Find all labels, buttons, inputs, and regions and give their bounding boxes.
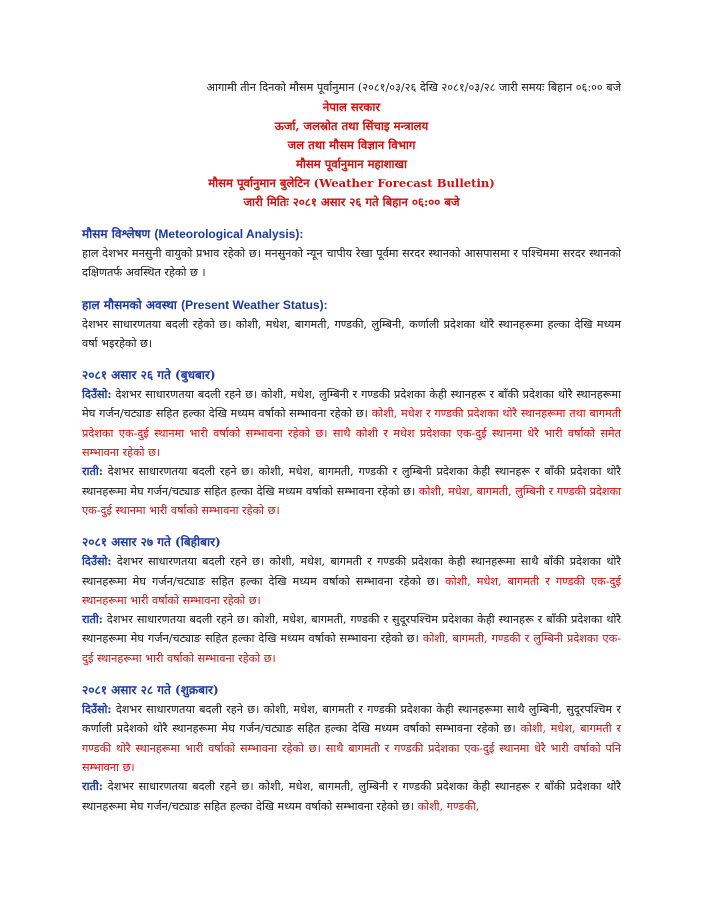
daytime-label: दिउँसो: [82,554,112,569]
header-ministry: ऊर्जा, जलस्रोत तथा सिंचाइ मन्त्रालय [274,119,429,133]
forecast-period-line: आगामी तीन दिनको मौसम पूर्वानुमान (२०८१/०३/२६ देखि २०८१/०३/२८ जारी समयः बिहान ०६:०० बजे [206,81,621,94]
header-bulletin-title: मौसम पूर्वानुमान बुलेटिन (Weather Forecast Bulletin) [208,176,495,190]
day-2-night [82,610,621,668]
night-text: देशभर साधारणतया बदली रहने छ। कोशी, मधेश, बागमती, गण्डकी र सुदूरपश्चिम प्रदेशका केही स्थानहरू र बाँकी प्रदेशका थोरै स्थानहरूमा मेघ गर्जन/चट्याङ सहित हल्का देखि मध्यम वर्षाको सम्भावना रहेको छ। [82,613,621,646]
daytime-warning: कोशी, मधेश, बागमती र गण्डकी थोरै स्थानहरूमा भारी वर्षाको सम्भावना रहेको छ। साथै बागमती र गण्डकी प्रदेशका एक-दुई स्थानमा धेरै भारी वर्षाको पनि सम्भावना छ। [82,722,621,774]
night-warning: कोशी, मधेश, बागमती, लुम्बिनी र गण्डकी प्रदेशका एक-दुई स्थानमा भारी वर्षाको सम्भावना रहेको छ। [82,484,621,517]
daytime-warning: कोशी, मधेश र गण्डकी प्रदेशका थोरै स्थानहरूमा तथा बागमती प्रदेशका एक-दुई स्थानमा भारी वर्षाको सम्भावना रहेको छ। साथै कोशी र मधेश प्रदेशका एक-दुई स्थानमा धेरै भारी वर्षाको समेत सम्भावना रहेको छ। [82,407,621,460]
daytime-warning: कोशी, मधेश, बागमती र गण्डकी एक-दुई स्थानहरूमा भारी वर्षाको सम्भावना रहेको छ। [82,574,621,607]
day-1-title: २०८१ असार २६ गते (बुधबार) [82,368,216,383]
day-2-title: २०८१ असार २७ गते (बिहीबार) [82,535,221,550]
night-label: राती: [82,464,103,479]
daytime-text: देशभर साधारणतया बदली रहने छ। कोशी, मधेश, बागमती र गण्डकी प्रदेशका केही स्थानहरूमा साथै लुम्बिनी, सुदूरपश्चिम र कर्णाली प्रदेशको थोरै स्थानहरूमा मेघ गर्जन/चट्याङ सहित हल्का देखि मध्यम वर्षाको सम्भावना रहेको छ। [82,703,621,736]
header-government: नेपाल सरकार [322,100,381,114]
header-department: जल तथा मौसम विज्ञान विभाग [287,138,416,152]
forecast-day-3 [82,681,621,816]
day-1-night [82,462,621,520]
night-label: राती: [82,612,103,627]
day-1-daytime [82,385,621,462]
night-text: देशभर साधारणतया बदली रहने छ। कोशी, मधेश, बागमती, गण्डकी र लुम्बिनी प्रदेशका केही स्थानहरू र बाँकी प्रदेशका थोरै स्थानहरूमा मेघ गर्जन/चट्याङ सहित हल्का देखि मध्यम वर्षाको सम्भावना रहेको छ। [82,465,621,498]
present-heading-en: (Present Weather Status): [181,297,328,312]
daytime-text: देशभर साधारणतया बदली रहने छ। कोशी, मधेश, लुम्बिनी र गण्डकी प्रदेशका केही स्थानहरू र बाँकी प्रदेशका थोरै स्थानहरूमा मेघ गर्जन/चट्याङ सहित हल्का देखि मध्यम वर्षाको सम्भावना रहेको छ। [82,388,621,421]
night-text: देशभर साधारणतया बदली रहने छ। कोशी, मधेश, बागमती, लुम्बिनी र गण्डकी प्रदेशका केही स्थानहरू र बाँकी प्रदेशका थोरै स्थानहरूमा मेघ गर्जन/चट्याङ सहित हल्का देखि मध्यम वर्षाको सम्भावना रहेको छ। [82,780,621,813]
present-weather-section [82,296,621,354]
daytime-label: दिउँसो: [82,702,112,717]
present-heading-np: हाल मौसमको अवस्था [82,297,177,312]
day-2-daytime [82,552,621,610]
present-text: देशभर साधारणतया बदली रहेको छ। कोशी, मधेश, बागमती, गण्डकी, लुम्बिनी, कर्णाली प्रदेशका थोरै स्थानहरूमा हल्का देखि मध्यम वर्षा भइरहेको छ। [82,317,621,350]
analysis-heading [82,225,621,244]
analysis-heading-np: मौसम विश्लेषण [82,227,151,241]
header-issue-date: जारी मितिः २०८१ असार २६ गते बिहान ०६:०० बजे [243,195,460,209]
day-3-night [82,777,621,816]
forecast-day-1 [82,366,621,520]
night-warning: कोशी, बागमती, गण्डकी र लुम्बिनी प्रदेशका एक-दुई स्थानहरूमा भारी वर्षाको सम्भावना रहेको छ। [82,632,621,665]
forecast-day-2 [82,533,621,668]
header-division: मौसम पूर्वानुमान महाशाखा [295,157,408,171]
present-heading [82,296,621,315]
meteorological-analysis-section [82,225,621,283]
day-3-title: २०८१ असार २८ गते (शुक्रबार) [82,683,219,698]
analysis-text: हाल देशभर मनसुनी वायुको प्रभाव रहेको छ। मनसुनको न्यून चापीय रेखा पूर्वमा सरदर स्थानको आसपासमा र पश्चिममा सरदर स्थानको दक्षिणतर्फ अवस्थित रहेको छ । [82,247,621,280]
daytime-text: देशभर साधारणतया बदली रहने छ। कोशी, मधेश, बागमती र गण्डकी प्रदेशका केही स्थानहरूमा साथै बाँकी प्रदेशका थोरै स्थानहरूमा मेघ गर्जन/चट्याङ सहित हल्का देखि मध्यम वर्षाको सम्भावना रहेको छ। [82,555,621,588]
day-3-daytime [82,700,621,777]
bulletin-header [82,98,621,212]
night-warning: कोशी, गण्डकी, [414,799,480,813]
analysis-heading-en: (Meteorological Analysis): [154,227,304,241]
daytime-label: दिउँसो: [82,387,112,402]
night-label: राती: [82,779,103,794]
